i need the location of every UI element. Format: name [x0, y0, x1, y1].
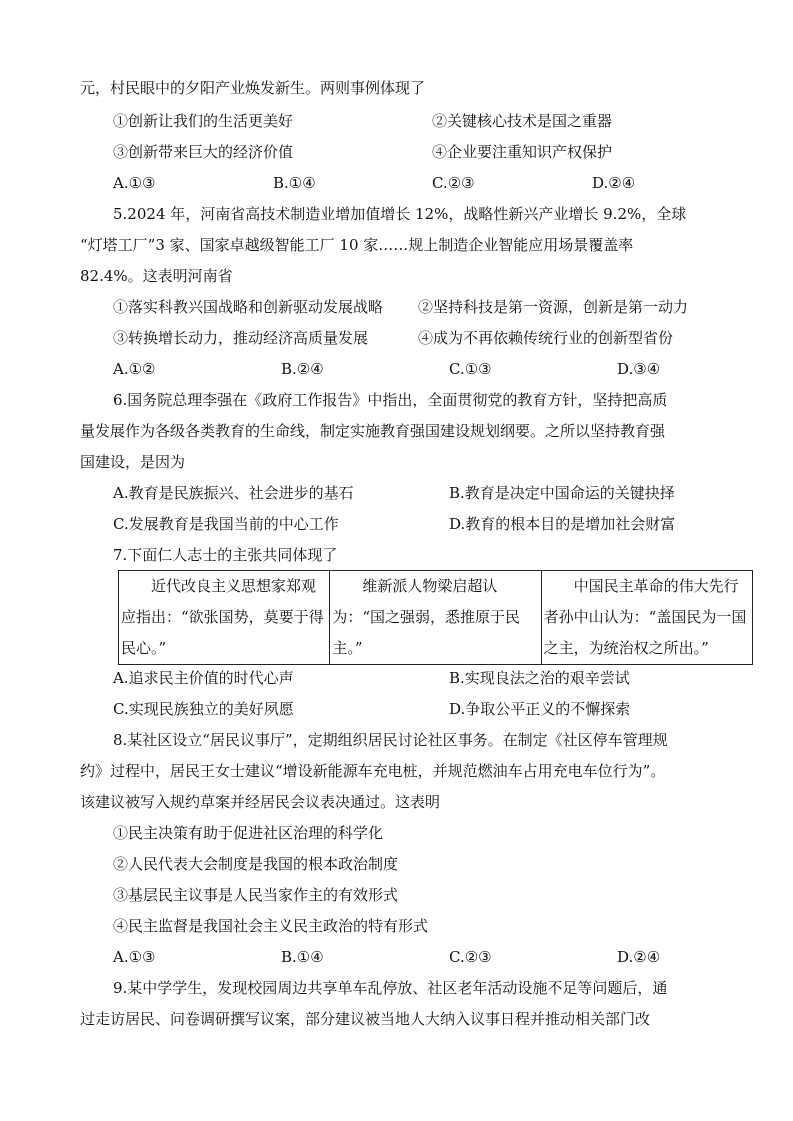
q6-stem-line-3: 国建设，是因为 — [80, 453, 186, 471]
q4-option-4: ④企业要注重知识产权保护 — [432, 143, 613, 161]
q5-choice-c: C.①③ — [449, 360, 492, 378]
q8-option-1: ①民主决策有助于促进社区治理的科学化 — [113, 824, 384, 842]
q7-choice-d: D.争取公平正义的不懈探索 — [449, 700, 631, 718]
q8-stem-line-1: 8.某社区设立“居民议事厅”，定期组织居民讨论社区事务。在制定《社区停车管理规 — [113, 731, 668, 749]
q5-option-4: ④成为不再依赖传统行业的创新型省份 — [418, 329, 674, 347]
q6-choice-d: D.教育的根本目的是增加社会财富 — [449, 515, 676, 533]
q8-choice-d: D.②④ — [617, 948, 661, 966]
q7-stem: 7.下面仁人志士的主张共同体现了 — [113, 546, 338, 564]
q7-quote-table — [118, 570, 753, 665]
q9-stem-line-2: 过走访居民、问卷调研撰写议案，部分建议被当地人大纳入议事日程并推动相关部门改 — [80, 1010, 651, 1028]
q8-choice-b: B.①④ — [281, 948, 324, 966]
table-cell — [330, 571, 541, 665]
q4-option-3: ③创新带来巨大的经济价值 — [113, 143, 294, 161]
q5-choice-a: A.①② — [113, 360, 156, 378]
q4-choice-a: A.①③ — [113, 174, 156, 192]
q7-choice-b: B.实现良法之治的艰辛尝试 — [449, 669, 630, 687]
table-cell — [119, 571, 330, 665]
q8-choice-c: C.②③ — [449, 948, 492, 966]
q4-option-2: ②关键核心技术是国之重器 — [432, 112, 613, 130]
q6-stem-line-1: 6.国务院总理李强在《政府工作报告》中指出，全面贯彻党的教育方针，坚持把高质 — [113, 391, 668, 409]
q5-stem-line-2: “灯塔工厂”3 家、国家卓越级智能工厂 10 家……规上制造企业智能应用场景覆盖率 — [80, 236, 634, 254]
q4-option-1: ①创新让我们的生活更美好 — [113, 112, 294, 130]
q7-quote-zheng: 近代改良主义思想家郑观应指出：“欲张国势，莫要于得民心。” — [121, 577, 324, 657]
q7-choice-c: C.实现民族独立的美好夙愿 — [113, 700, 294, 718]
q6-choice-c: C.发展教育是我国当前的中心工作 — [113, 515, 339, 533]
intro-line: 元，村民眼中的夕阳产业焕发新生。两则事例体现了 — [80, 79, 426, 97]
q6-stem-line-2: 量发展作为各级各类教育的生命线，制定实施教育强国建设规划纲要。之所以坚持教育强 — [80, 422, 666, 440]
q5-option-2: ②坚持科技是第一资源，创新是第一动力 — [418, 298, 689, 316]
q5-choice-b: B.②④ — [281, 360, 324, 378]
q8-option-3: ③基层民主议事是人民当家作主的有效形式 — [113, 886, 399, 904]
q4-choice-b: B.①④ — [273, 174, 316, 192]
q5-choice-d: D.③④ — [617, 360, 661, 378]
q5-stem-line-1: 5.2024 年，河南省高技术制造业增加值增长 12%，战略性新兴产业增长 9.2%，全球 — [113, 205, 687, 223]
q8-option-2: ②人民代表大会制度是我国的根本政治制度 — [113, 855, 399, 873]
q5-stem-line-3: 82.4%。这表明河南省 — [80, 267, 233, 285]
q4-choice-d: D.②④ — [592, 174, 636, 192]
q4-choice-c: C.②③ — [432, 174, 475, 192]
table-row — [119, 571, 753, 665]
q7-quote-liang: 维新派人物梁启超认为：“国之强弱，悉推原于民主。” — [332, 577, 520, 657]
q8-choice-a: A.①③ — [113, 948, 156, 966]
q7-choice-a: A.追求民主价值的时代心声 — [113, 669, 294, 687]
q5-option-1: ①落实科教兴国战略和创新驱动发展战略 — [113, 298, 384, 316]
table-cell — [541, 571, 752, 665]
q7-quote-sun: 中国民主革命的伟大先行者孙中山认为：“盖国民为一国之主，为统治权之所出。” — [543, 577, 747, 657]
q6-choice-b: B.教育是决定中国命运的关键抉择 — [449, 484, 675, 502]
q8-stem-line-3: 该建议被写入规约草案并经居民会议表决通过。这表明 — [80, 793, 441, 811]
q8-stem-line-2: 约》过程中，居民王女士建议“增设新能源车充电桩，并规范燃油车占用充电车位行为”。 — [80, 762, 666, 780]
q8-option-4: ④民主监督是我国社会主义民主政治的特有形式 — [113, 917, 429, 935]
q5-option-3: ③转换增长动力，推动经济高质量发展 — [113, 329, 369, 347]
q6-choice-a: A.教育是民族振兴、社会进步的基石 — [113, 484, 354, 502]
q9-stem-line-1: 9.某中学学生，发现校园周边共享单车乱停放、社区老年活动设施不足等问题后，通 — [113, 979, 668, 997]
